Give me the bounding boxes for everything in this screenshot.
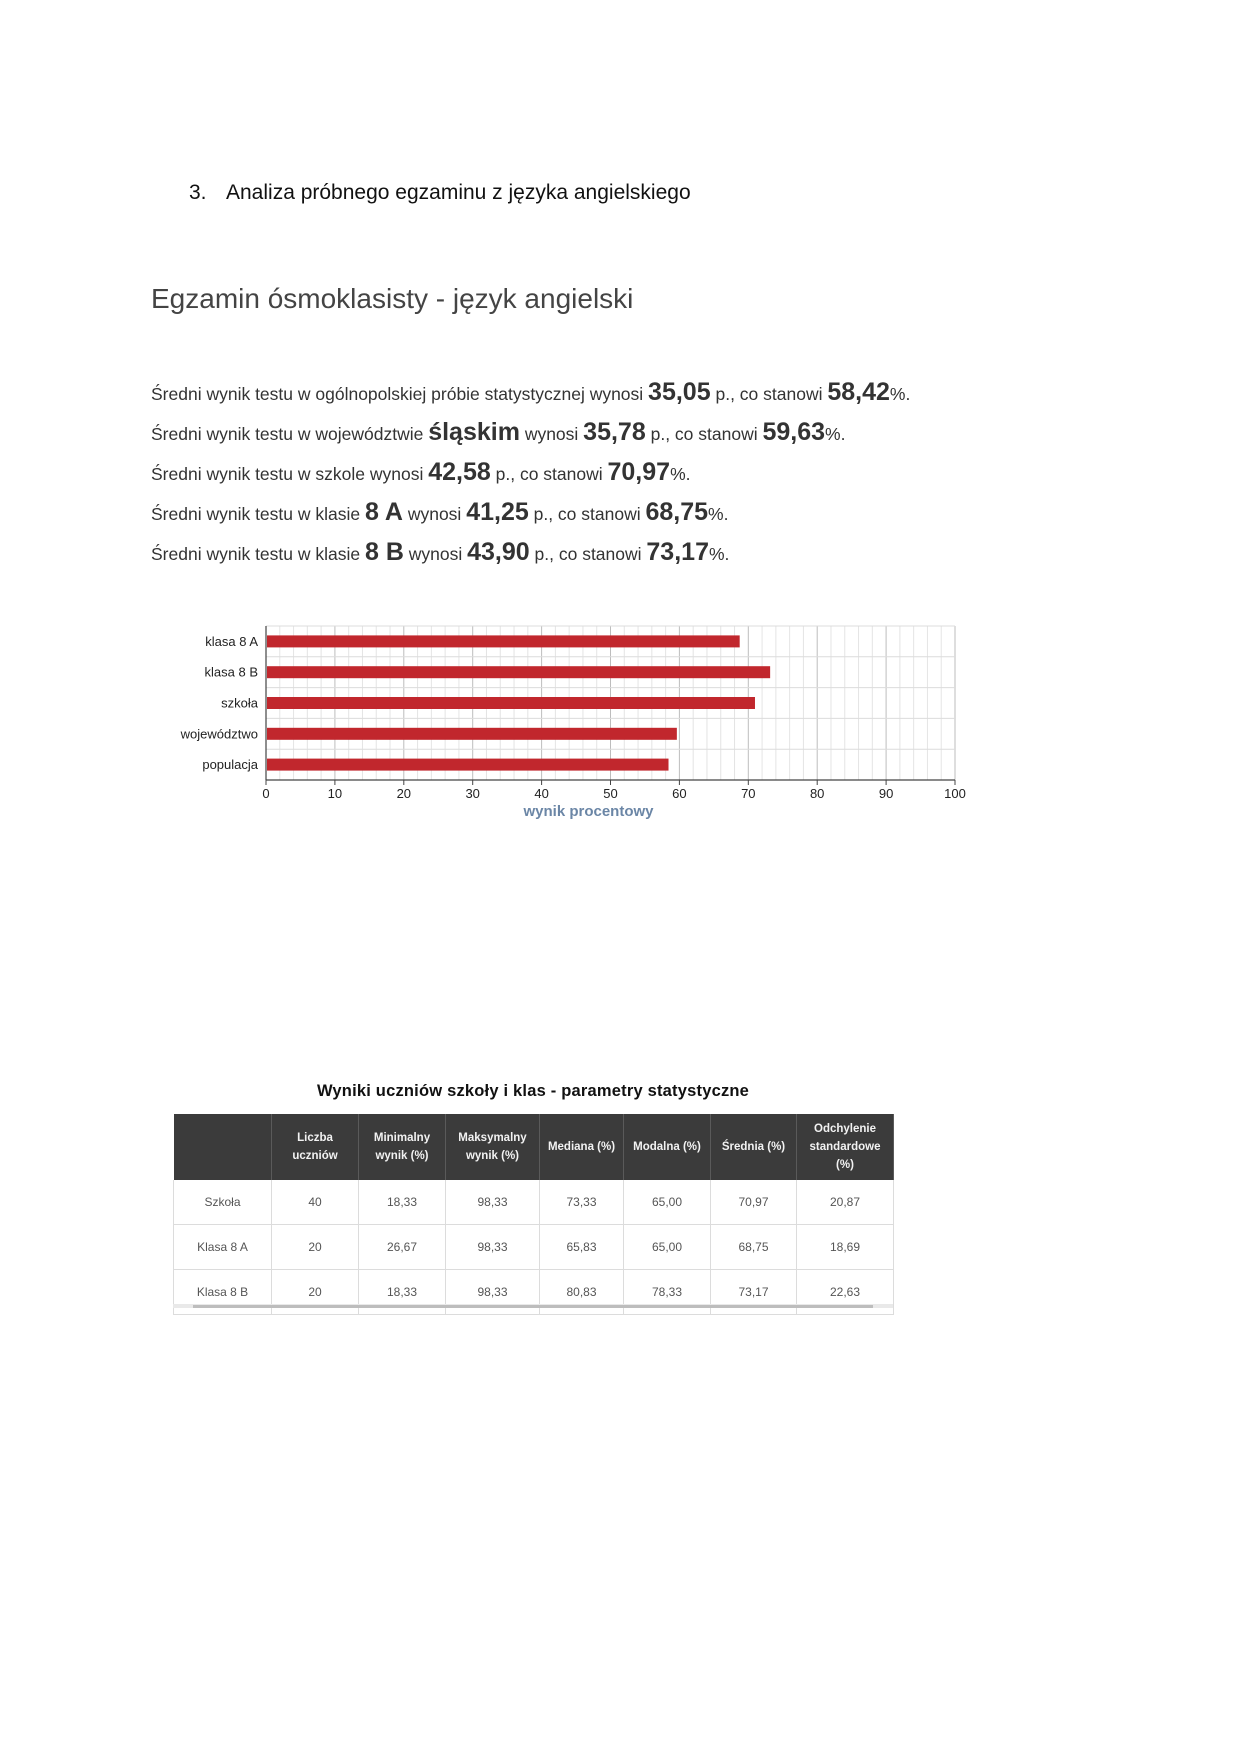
cell-count: 20	[272, 1270, 359, 1315]
table-header-row	[174, 1114, 894, 1180]
stat-points: 35,78	[583, 418, 646, 446]
category-label: klasa 8 A	[205, 633, 258, 649]
table-row	[174, 1225, 894, 1270]
stat-text: wynosi	[403, 544, 468, 564]
x-tick-label: 30	[465, 786, 480, 801]
cell-count: 20	[272, 1225, 359, 1270]
stat-class: 8 A	[364, 498, 403, 526]
header-empty	[174, 1114, 272, 1180]
section-heading	[189, 181, 691, 205]
category-label: populacja	[202, 757, 258, 773]
stat-percent: 59,63	[762, 418, 826, 446]
x-tick-label: 60	[672, 786, 687, 801]
stat-text: %.	[889, 384, 911, 404]
cell-stddev: 18,69	[797, 1225, 894, 1270]
header-mean: Średnia (%)	[711, 1114, 797, 1180]
category-label: województwo	[180, 726, 258, 742]
stat-line-region	[151, 412, 910, 452]
stat-line-class-8b	[151, 532, 910, 572]
cell-min: 18,33	[359, 1270, 446, 1315]
cell-max: 98,33	[446, 1270, 540, 1315]
cell-max: 98,33	[446, 1225, 540, 1270]
stat-text: %.	[825, 424, 846, 444]
category-label: klasa 8 B	[204, 664, 258, 680]
stat-percent: 68,75	[645, 498, 709, 526]
x-tick-label: 70	[741, 786, 756, 801]
header-min: Minimalny wynik (%)	[359, 1114, 446, 1180]
header-count: Liczba uczniów	[272, 1114, 359, 1180]
section-number: 3.	[189, 181, 207, 204]
scrollbar-thumb[interactable]	[193, 1305, 873, 1308]
stat-text: wynosi	[402, 504, 467, 524]
bar	[267, 697, 755, 709]
x-tick-label: 50	[603, 786, 618, 801]
cell-stddev: 22,63	[797, 1270, 894, 1315]
stat-text: p., co stanowi	[645, 424, 763, 444]
bar	[267, 728, 677, 740]
header-max: Maksymalny wynik (%)	[446, 1114, 540, 1180]
x-tick-label: 10	[327, 786, 343, 801]
x-axis-label: wynik procentowy	[523, 803, 654, 820]
row-label: Szkoła	[174, 1180, 272, 1225]
header-stddev: Odchylenie standardowe (%)	[797, 1114, 894, 1180]
stat-text: Średni wynik testu w klasie	[151, 544, 365, 564]
bar	[267, 759, 669, 771]
table-scrollbar[interactable]	[173, 1304, 893, 1308]
bar	[267, 635, 740, 647]
x-tick-label: 90	[878, 786, 894, 801]
cell-count: 40	[272, 1180, 359, 1225]
stat-text: p., co stanowi	[528, 504, 646, 524]
stat-points: 35,05	[648, 378, 711, 406]
stat-text: p., co stanowi	[710, 384, 828, 404]
stat-text: p., co stanowi	[529, 544, 647, 564]
x-tick-label: 100	[944, 786, 966, 801]
stat-text: Średni wynik testu w klasie	[151, 504, 365, 524]
cell-mean: 73,17	[711, 1270, 797, 1315]
stat-region: śląskim	[428, 418, 520, 446]
stat-class: 8 B	[364, 538, 404, 566]
stat-text: %.	[670, 464, 691, 484]
header-mode: Modalna (%)	[624, 1114, 711, 1180]
stat-points: 41,25	[466, 498, 529, 526]
cell-min: 26,67	[359, 1225, 446, 1270]
cell-max: 98,33	[446, 1180, 540, 1225]
stat-percent: 70,97	[607, 458, 671, 486]
stat-line-school	[151, 452, 910, 492]
x-tick-label: 80	[809, 786, 825, 801]
row-label: Klasa 8 B	[174, 1270, 272, 1315]
cell-min: 18,33	[359, 1180, 446, 1225]
x-tick-label: 20	[396, 786, 412, 801]
stats-block	[151, 372, 910, 572]
stat-line-class-8a	[151, 492, 910, 532]
stat-points: 43,90	[467, 538, 530, 566]
table-row	[174, 1180, 894, 1225]
category-label: szkoła	[221, 695, 258, 711]
header-median: Mediana (%)	[540, 1114, 624, 1180]
stat-text: %.	[708, 544, 730, 564]
stat-text: Średni wynik testu w szkole wynosi	[151, 464, 429, 484]
stat-points: 42,58	[428, 458, 491, 486]
section-title: Analiza próbnego egzaminu z języka angielskiego	[226, 181, 691, 204]
cell-median: 80,83	[540, 1270, 624, 1315]
cell-stddev: 20,87	[797, 1180, 894, 1225]
cell-median: 73,33	[540, 1180, 624, 1225]
stat-text: p., co stanowi	[490, 464, 608, 484]
results-bar-chart	[150, 618, 980, 828]
stat-line-national	[151, 372, 910, 412]
stat-text: wynosi	[519, 424, 584, 444]
stat-text: %.	[708, 504, 729, 524]
cell-mode: 78,33	[624, 1270, 711, 1315]
stat-text: Średni wynik testu w województwie	[151, 424, 429, 444]
bar	[267, 666, 770, 678]
stats-table	[173, 1114, 894, 1315]
stat-text: Średni wynik testu w ogólnopolskiej próbie statystycznej wynosi	[151, 384, 649, 404]
x-tick-label: 0	[262, 786, 270, 801]
cell-mean: 68,75	[711, 1225, 797, 1270]
stat-percent: 73,17	[646, 538, 709, 566]
table-title: Wyniki uczniów szkoły i klas - parametry statystyczne	[316, 1082, 750, 1100]
x-tick-label: 40	[534, 786, 549, 801]
cell-mode: 65,00	[624, 1180, 711, 1225]
cell-mode: 65,00	[624, 1225, 711, 1270]
stat-percent: 58,42	[827, 378, 890, 406]
page-title: Egzamin ósmoklasisty - język angielski	[151, 283, 634, 314]
cell-mean: 70,97	[711, 1180, 797, 1225]
cell-median: 65,83	[540, 1225, 624, 1270]
row-label: Klasa 8 A	[174, 1225, 272, 1270]
